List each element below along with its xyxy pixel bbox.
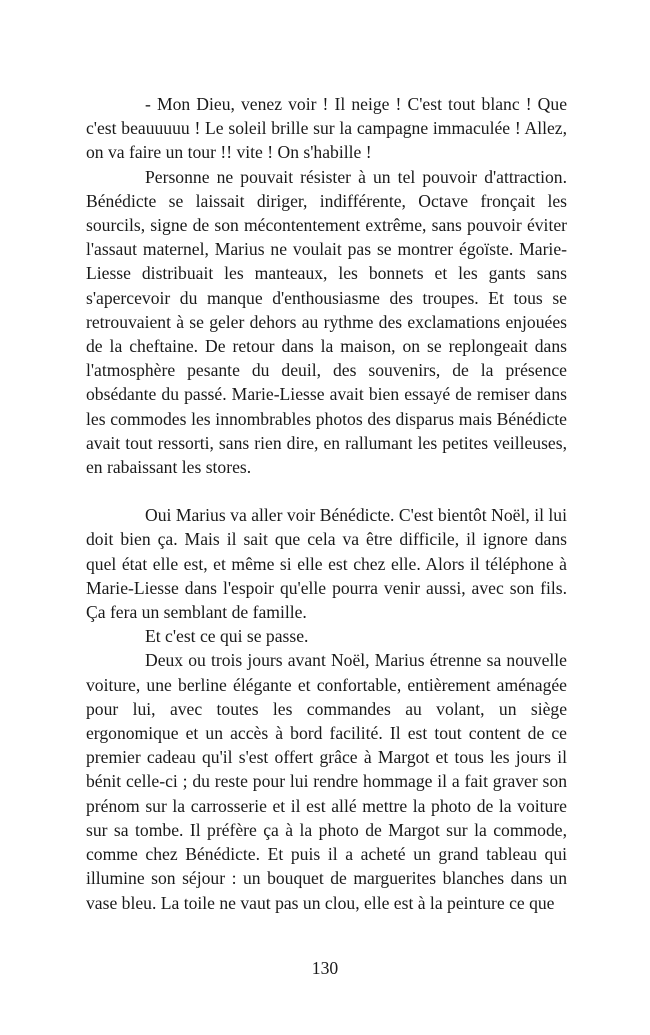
paragraph: Oui Marius va aller voir Bénédicte. C'est bientôt Noël, il lui doit bien ça. Mais il sait que cela va être difficile, il ignore dans quel état elle est, et même si elle est chez elle. Alors il téléphone à Marie-Liesse dans l'espoir qu'elle pourra venir aussi, avec son fils. Ça fera un semblant de famille. [86,505,567,623]
page-body [86,92,567,915]
paragraph: Personne ne pouvait résister à un tel pouvoir d'attraction. Bénédicte se laissait diriger, indifférente, Octave fronçait les sourcils, signe de son mécontentement extrême, sans pouvoir éviter l'assaut maternel, Marius ne voulait pas se montrer égoïste. Marie-Liesse distribuait les manteaux, les bonnets et les gants sans s'apercevoir du manque d'enthousiasme des troupes. Et tous se retrouvaient à se geler dehors au rythme des exclamations enjouées de la cheftaine. De retour dans la maison, on se replongeait dans l'atmosphère pesante du deuil, des souvenirs, de la présence obsédante du passé. Marie-Liesse avait bien essayé de remiser dans les commodes les innombrables photos des disparus mais Bénédicte avait tout ressorti, sans rien dire, en rallumant les petites veilleuses, en rabaissant les stores. [86,166,567,478]
paragraph: - Mon Dieu, venez voir ! Il neige ! C'est tout blanc ! Que c'est beauuuuu ! Le soleil brille sur la campagne immaculée ! Allez, on va faire un tour !! vite ! On s'habille ! [86,94,567,163]
paragraph: Et c'est ce qui se passe. [145,626,309,647]
paragraph: Deux ou trois jours avant Noël, Marius étrenne sa nouvelle voiture, une berline élégante et confortable, entièrement aménagée pour lui, avec toutes les commandes au volant, un siège ergonomique et un accès à bord facilité. Il est tout content de ce premier cadeau qu'il s'est offert grâce à Margot et tous les jours il bénit celle-ci ; du reste pour lui rendre hommage il a fait graver son prénom sur la carrosserie et il est allé mettre la photo de la voiture sur sa tombe. Il préfère ça à la photo de Margot sur la commode, comme chez Bénédicte. Et puis il a acheté un grand tableau qui illumine son séjour : un bouquet de marguerites blanches dans un vase bleu. La toile ne vaut pas un clou, elle est à la peinture ce que [86,650,567,913]
page-number: 130 [311,958,339,978]
